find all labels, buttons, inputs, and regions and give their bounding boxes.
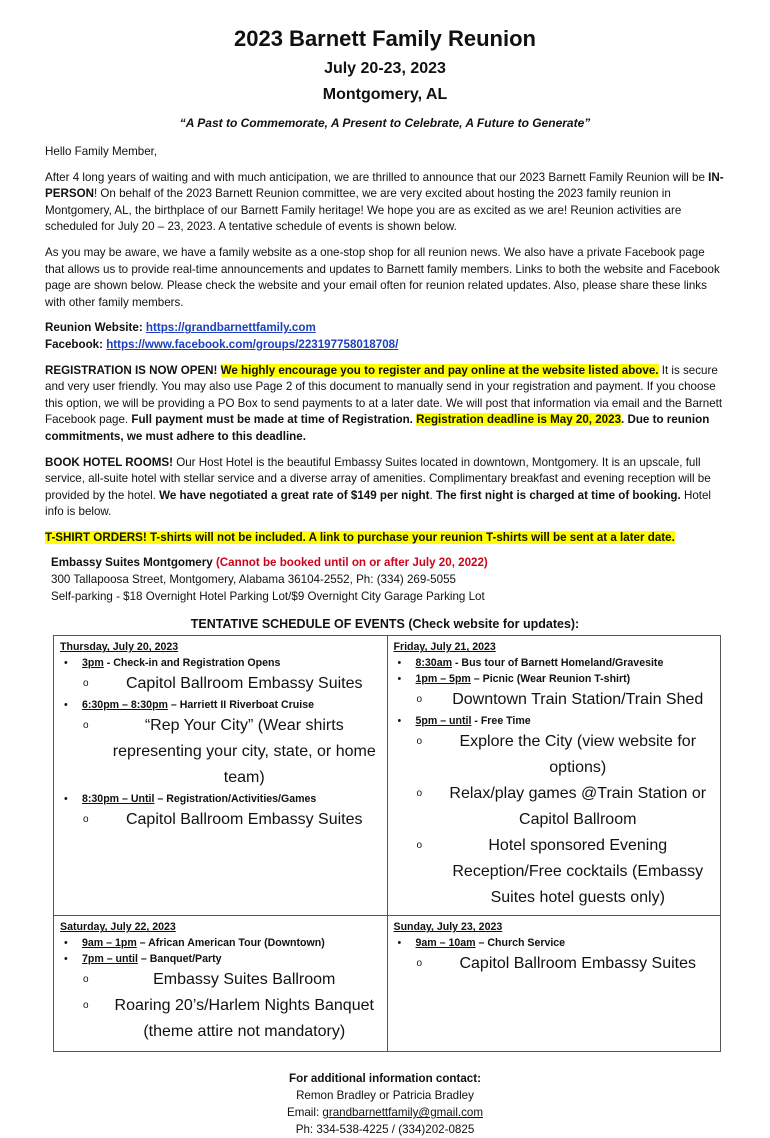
day-heading: Thursday, July 20, 2023	[60, 641, 179, 654]
hotel-lead: BOOK HOTEL ROOMS!	[45, 455, 173, 469]
event-title: – Picnic (Wear Reunion T-shirt)	[470, 673, 631, 686]
contact-email-line	[45, 1104, 725, 1121]
hotel-rate: We have negotiated a great rate of $149 per night	[159, 488, 430, 502]
event-time: 5pm – until	[415, 715, 472, 728]
contact-heading: For additional information contact:	[289, 1072, 481, 1086]
event-item	[394, 713, 715, 911]
event-title: – Registration/Activities/Games	[154, 793, 317, 806]
hotel-paragraph	[45, 455, 725, 521]
schedule-cell-thursday	[54, 636, 388, 916]
day-heading: Saturday, July 22, 2023	[60, 921, 176, 934]
event-item	[60, 655, 381, 697]
hotel-tail: Hotel info is below.	[45, 488, 712, 519]
event-item	[60, 935, 381, 951]
intro-text-b: ! On behalf of the 2023 Barnett Reunion committee, we are very excited about hosting the 2023 family reunion in Montgomery, AL, the birthplace of our Barnett Family heritage! We hope you are as excited as we are! Reunion activities are scheduled for July 20 – 23, 2023. A tentative schedule of events is shown below.	[45, 187, 682, 234]
facebook-link[interactable]: https://www.facebook.com/groups/223197758018708/	[106, 337, 399, 351]
deadline-tail: . Due to reunion commitments, we must adhere to this deadline.	[45, 413, 710, 443]
event-time: 8:30am	[415, 657, 453, 670]
event-detail: o Relax/play games @Train Station or Capitol Ballroom	[416, 781, 715, 833]
registration-lead: REGISTRATION IS NOW OPEN!	[45, 363, 221, 377]
event-time: 7pm – until	[82, 953, 138, 966]
first-night-text: The first night is charged at time of booking.	[435, 488, 681, 502]
event-title: - Check-in and Registration Opens	[103, 657, 281, 670]
contact-block	[45, 1070, 725, 1138]
links-block	[45, 320, 725, 353]
event-item	[60, 791, 381, 833]
day-heading: Friday, July 21, 2023	[393, 641, 496, 654]
website-paragraph: As you may be aware, we have a family website as a one-stop shop for all reunion news. We also have a private Facebook page that allows us to provide real-time announcements and updates to Barnett family members. Links to both the website and Facebook page are shown below. Please check the website and your email often for reunion related updates. Also, please share these links with other family members.	[45, 245, 720, 309]
facebook-label: Facebook:	[45, 337, 107, 351]
document-page	[45, 22, 725, 1138]
event-detail: o “Rep Your City” (Wear shirts representing your city, state, or home team)	[82, 713, 381, 791]
website-link[interactable]: https://grandbarnettfamily.com	[145, 321, 316, 335]
in-person-text: IN-PERSON	[45, 170, 724, 201]
event-title: - Free Time	[471, 715, 531, 728]
event-time: 6:30pm – 8:30pm	[82, 699, 168, 712]
event-detail: o Hotel sponsored Evening Reception/Free cocktails (Embassy Suites hotel guests only)	[416, 833, 715, 911]
hotel-info	[45, 555, 725, 605]
schedule-title: TENTATIVE SCHEDULE OF EVENTS (Check website for updates):	[190, 617, 580, 632]
event-item	[394, 671, 715, 713]
event-title: – Church Service	[475, 937, 566, 950]
event-item	[394, 935, 715, 977]
event-title: – Banquet/Party	[137, 953, 222, 966]
intro-text-a: After 4 long years of waiting and with much anticipation, we are thrilled to announce that our 2023 Barnett Family Reunion will be	[45, 170, 709, 184]
contact-names: Remon Bradley or Patricia Bradley	[296, 1089, 474, 1103]
event-title: – African American Tour (Downtown)	[136, 937, 325, 950]
event-detail: o Capitol Ballroom Embassy Suites	[416, 951, 715, 977]
event-title: – Harriett II Riverboat Cruise	[167, 699, 314, 712]
registration-body: It is secure and very user friendly. You may also use Page 2 of this document to manually send in your registration and payment. If you choose this option, we will be providing a PO Box to send payments to at a later date. We will post that information via email and the Barnett Facebook page.	[45, 363, 723, 427]
hotel-address: 300 Tallapoosa Street, Montgomery, Alabama 36104-2552, Ph: (334) 269-5055	[51, 573, 456, 587]
event-item	[60, 697, 381, 791]
hotel-body: Our Host Hotel is the beautiful Embassy Suites located in downtown, Montgomery. It is an upscale, full service, all-suite hotel with stellar service and a diverse array of amenities. Complimentary breakfast and evening reception will be provided by the hotel.	[45, 455, 711, 502]
event-time: 3pm	[82, 657, 104, 670]
event-dates: July 20-23, 2023	[324, 60, 446, 77]
event-time: 8:30pm – Until	[82, 793, 155, 806]
event-detail: o Embassy Suites Ballroom	[82, 967, 381, 993]
event-time: 9am – 10am	[415, 937, 476, 950]
registration-highlight: We highly encourage you to register and pay online at the website listed above.	[220, 363, 659, 377]
event-detail: o Capitol Ballroom Embassy Suites	[82, 671, 381, 697]
hotel-name: Embassy Suites Montgomery	[51, 556, 216, 570]
event-detail: o Downtown Train Station/Train Shed	[416, 687, 715, 713]
registration-paragraph	[45, 363, 725, 446]
motto: “A Past to Commemorate, A Present to Celebrate, A Future to Generate”	[179, 116, 591, 130]
schedule-cell-friday	[387, 636, 721, 916]
email-label: Email:	[286, 1106, 323, 1120]
booking-warning: (Cannot be booked until on or after July 20, 2022)	[215, 556, 488, 570]
hotel-dot: .	[429, 488, 436, 502]
contact-phone: Ph: 334-538-4225 / (334)202-0825	[295, 1123, 475, 1137]
registration-deadline: Registration deadline is May 20, 2023	[416, 413, 622, 427]
schedule-table	[53, 635, 721, 1052]
event-time: 1pm – 5pm	[415, 673, 471, 686]
tshirt-notice: T-SHIRT ORDERS! T-shirts will not be included. A link to purchase your reunion T-shirts will be sent at a later date.	[45, 530, 675, 544]
page-title: 2023 Barnett Family Reunion	[234, 26, 536, 51]
event-item	[394, 655, 715, 671]
greeting: Hello Family Member,	[45, 145, 158, 158]
schedule-cell-saturday	[54, 916, 388, 1052]
event-title: - Bus tour of Barnett Homeland/Gravesite	[452, 657, 664, 670]
contact-email-link[interactable]: grandbarnettfamily@gmail.com	[322, 1106, 484, 1120]
website-label: Reunion Website:	[45, 321, 146, 335]
full-payment-text: Full payment must be made at time of Registration.	[131, 413, 417, 427]
event-location: Montgomery, AL	[322, 86, 448, 103]
event-time: 9am – 1pm	[82, 937, 137, 950]
event-detail: o Capitol Ballroom Embassy Suites	[82, 807, 381, 833]
event-detail: o Explore the City (view website for options)	[416, 729, 715, 781]
hotel-parking: Self-parking - $18 Overnight Hotel Parking Lot/$9 Overnight City Garage Parking Lot	[51, 589, 485, 603]
event-item	[60, 951, 381, 1045]
intro-paragraph	[45, 170, 725, 236]
tshirt-paragraph	[45, 530, 725, 547]
event-detail: o Roaring 20’s/Harlem Nights Banquet (theme attire not mandatory)	[82, 993, 381, 1045]
schedule-cell-sunday	[387, 916, 721, 1052]
day-heading: Sunday, July 23, 2023	[393, 921, 503, 934]
